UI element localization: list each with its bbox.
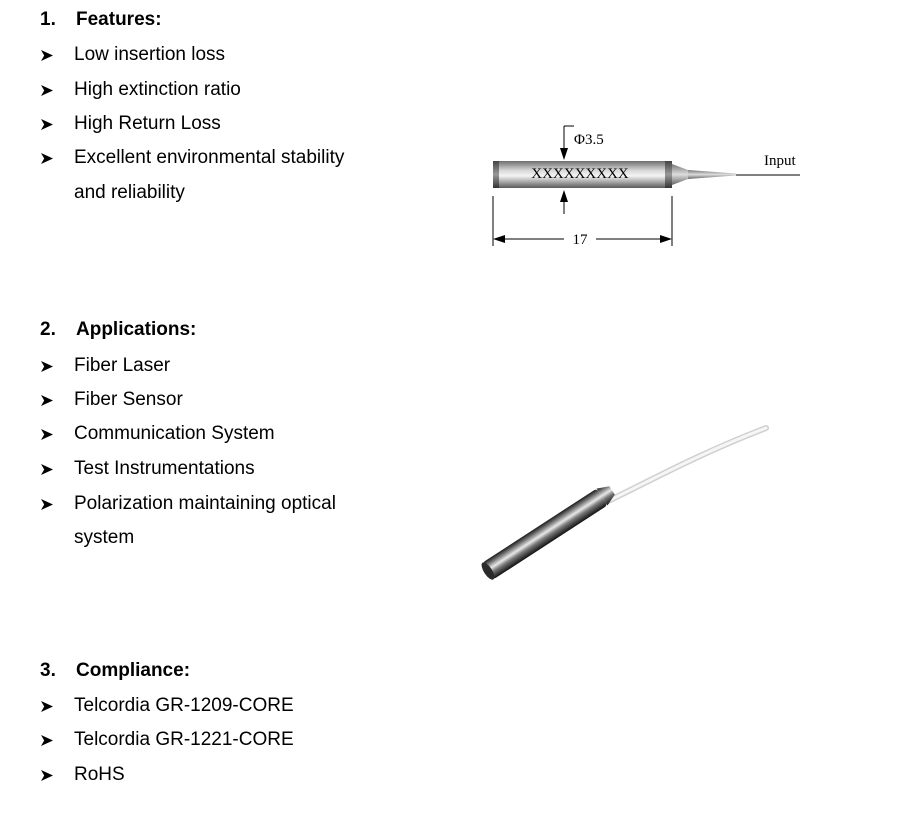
arrowhead-bullet-icon — [40, 389, 54, 411]
list-item-text: system — [74, 527, 135, 548]
arrowhead-bullet-icon — [40, 764, 54, 786]
arrowhead-bullet-icon — [40, 355, 54, 377]
list-item-text: Low insertion loss — [74, 44, 226, 65]
section-number: 3. — [40, 660, 56, 681]
list-item-text: Fiber Laser — [74, 355, 171, 376]
list-item-text: Communication System — [74, 423, 275, 444]
product-photo — [398, 372, 828, 642]
arrowhead-bullet-icon — [40, 458, 54, 480]
applications-heading — [40, 319, 196, 341]
section-number: 2. — [40, 319, 56, 340]
list-item-text: High extinction ratio — [74, 79, 241, 100]
section-title: Applications: — [76, 319, 197, 340]
arrowhead-bullet-icon — [40, 695, 54, 717]
arrowhead-bullet-icon — [40, 493, 54, 515]
arrowhead-bullet-icon — [40, 44, 54, 66]
list-item-text: Polarization maintaining optical — [74, 493, 336, 514]
arrowhead-bullet-icon — [40, 147, 54, 169]
features-heading — [40, 9, 162, 31]
arrowhead-bullet-icon — [40, 729, 54, 751]
section-title: Compliance: — [76, 660, 191, 681]
compliance-heading — [40, 660, 190, 682]
list-item-text: High Return Loss — [74, 113, 221, 134]
input-label: Input — [764, 153, 796, 169]
diameter-label: Φ3.5 — [574, 132, 604, 148]
length-label: 17 — [572, 232, 588, 248]
arrowhead-bullet-icon — [40, 423, 54, 445]
section-title: Features: — [76, 9, 162, 30]
list-item-text: Telcordia GR-1209-CORE — [74, 695, 294, 716]
list-item-text: Excellent environmental stability — [74, 147, 345, 168]
arrowhead-bullet-icon — [40, 79, 54, 101]
list-item-text: Test Instrumentations — [74, 458, 255, 479]
arrowhead-bullet-icon — [40, 113, 54, 135]
section-number: 1. — [40, 9, 56, 30]
body-marking: XXXXXXXXX — [531, 166, 629, 182]
list-item-text: Telcordia GR-1221-CORE — [74, 729, 294, 750]
dimension-drawing — [488, 118, 818, 253]
list-item-text: and reliability — [74, 182, 185, 203]
list-item-text: Fiber Sensor — [74, 389, 183, 410]
list-item-text: RoHS — [74, 764, 125, 785]
